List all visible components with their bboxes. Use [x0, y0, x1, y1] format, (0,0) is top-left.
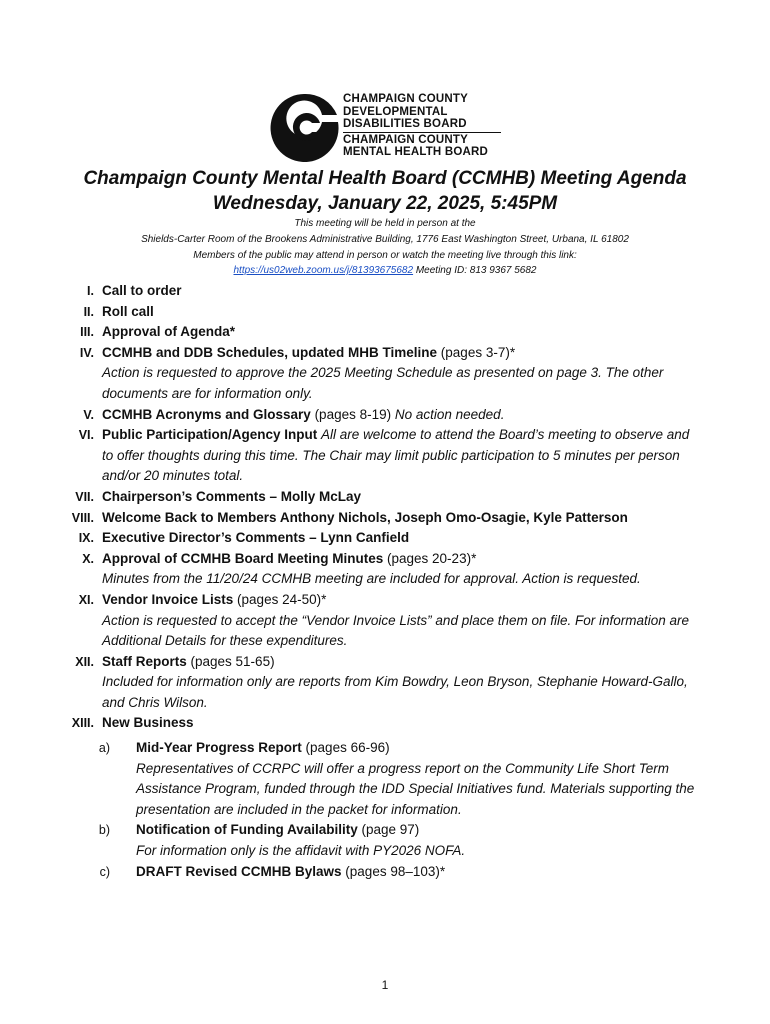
logo-line: MENTAL HEALTH BOARD [343, 146, 488, 159]
agenda-item-title: CCMHB Acronyms and Glossary [102, 406, 311, 422]
agenda-item [0, 487, 770, 508]
public-access-note: Members of the public may attend in person or watch the meeting live through this link: [193, 250, 577, 261]
agenda-item-body [102, 322, 692, 343]
sub-item-title: Notification of Funding Availability [136, 822, 358, 838]
sub-item-title: DRAFT Revised CCMHB Bylaws [136, 863, 342, 879]
sub-item-pages: (pages 98–103)* [341, 863, 446, 879]
agenda-item-title: Staff Reports [102, 653, 187, 669]
agenda-item-description: Minutes from the 11/20/24 CCMHB meeting are included for approval. Action is requested. [102, 571, 641, 587]
agenda-item-number: XIII. [71, 716, 94, 731]
logo-divider [343, 132, 501, 133]
zoom-link[interactable]: https://us02web.zoom.us/j/81393675682 [233, 265, 414, 276]
agenda-item-body [102, 425, 692, 487]
agenda-item-number: IX. [78, 531, 94, 546]
sub-item-title: Mid-Year Progress Report [136, 740, 302, 756]
logo-line: CHAMPAIGN COUNTY [343, 93, 469, 105]
sub-item-description: For information only is the affidavit with PY2026 NOFA. [136, 843, 466, 859]
sub-item-body [136, 820, 696, 861]
agenda-item-number: III. [80, 325, 94, 340]
agenda-item-number: VIII. [71, 510, 94, 525]
agenda-item [0, 713, 770, 734]
location-note: This meeting will be held in person at the [294, 218, 476, 229]
agenda-item-body [102, 508, 692, 529]
sub-item-description: Representatives of CCRPC will offer a progress report on the Community Life Short Term Assistance Program, funded through the IDD Special Initiatives fund. Materials supporting the presentation are included in the packet for information. [136, 760, 695, 817]
agenda-item-body [102, 487, 692, 508]
agenda-item-number: XII. [75, 654, 94, 669]
page-number: 1 [381, 978, 389, 992]
agenda-item-number: II. [83, 304, 94, 319]
agenda-item-note: All are welcome to attend the Board’s meeting to observe and to offer thoughts during this time. The Chair may limit public participation to 5 minutes per person and/or 20 minutes total. [102, 427, 690, 484]
sub-item-body [136, 738, 696, 820]
agenda-item [0, 508, 770, 529]
agenda-item-body [102, 528, 692, 549]
agenda-item-body [102, 302, 692, 323]
agenda-item-body [102, 405, 692, 426]
location-address: Shields-Carter Room of the Brookens Administrative Building, 1776 East Washington Street, Urbana, IL 61802 [141, 234, 629, 245]
agenda-item-title: CCMHB and DDB Schedules, updated MHB Timeline [102, 344, 438, 360]
meeting-id: Meeting ID: 813 9367 5682 [415, 265, 537, 276]
sub-item-pages: (pages 66-96) [301, 740, 390, 756]
agenda-item-title: Public Participation/Agency Input [102, 427, 318, 443]
agenda-item-body [102, 549, 692, 590]
new-business-item [0, 738, 770, 820]
agenda-item-title: Roll call [102, 303, 154, 319]
logo-wordmark [343, 93, 508, 159]
agenda-item-title: Approval of Agenda* [102, 324, 236, 340]
agenda-item-note: No action needed. [394, 406, 505, 422]
agenda-item [0, 302, 770, 323]
sub-item-letter: b) [98, 823, 110, 838]
agenda-item-pages: (pages 51-65) [186, 653, 275, 669]
meeting-date: Wednesday, January 22, 2025, 5:45PM [212, 193, 558, 214]
agenda-item-number: VI. [78, 428, 94, 443]
sub-item-letter: c) [99, 864, 110, 879]
agenda-item [0, 281, 770, 302]
agenda-item [0, 528, 770, 549]
agenda-item [0, 590, 770, 652]
agenda-item-number: X. [82, 551, 94, 566]
agenda-list [0, 281, 770, 882]
agenda-item-title: Chairperson’s Comments – Molly McLay [102, 488, 362, 504]
agenda-item [0, 425, 770, 487]
agenda-item-title: Executive Director’s Comments – Lynn Canfield [102, 530, 410, 546]
agenda-item-description: Action is requested to approve the 2025 Meeting Schedule as presented on page 3. The other documents are for information only. [102, 365, 664, 401]
agenda-item-body [102, 713, 692, 734]
agenda-item-title: Welcome Back to Members Anthony Nichols, Joseph Omo-Osagie, Kyle Patterson [102, 509, 628, 525]
sub-item-pages: (page 97) [357, 822, 420, 838]
agenda-item-title: New Business [102, 715, 194, 731]
agenda-item [0, 343, 770, 405]
sub-item-letter: a) [98, 741, 110, 756]
agenda-item [0, 549, 770, 590]
sub-item-body [136, 862, 696, 883]
agenda-item-pages: (pages 20-23)* [383, 550, 477, 566]
agenda-item-title: Call to order [102, 283, 182, 298]
agenda-item-pages: (pages 24-50)* [233, 591, 327, 607]
logo-line: DISABILITIES BOARD [343, 118, 467, 131]
agenda-item-description: Included for information only are reports from Kim Bowdry, Leon Bryson, Stephanie Howard-Gallo, and Chris Wilson. [102, 674, 688, 710]
zoom-line [0, 265, 770, 276]
agenda-item-number: I. [87, 284, 94, 298]
agenda-item-number: VII. [75, 489, 94, 504]
page-title: Champaign County Mental Health Board (CCMHB) Meeting Agenda [83, 168, 687, 189]
logo-line: DEVELOPMENTAL [343, 105, 448, 118]
board-logo [268, 92, 508, 164]
agenda-item-number: IV. [79, 345, 94, 360]
agenda-item-body [102, 652, 692, 714]
logo-line: CHAMPAIGN COUNTY [343, 133, 469, 146]
agenda-item-body [102, 343, 692, 405]
cc-logo-mark-icon [268, 92, 340, 164]
agenda-item-title: Vendor Invoice Lists [102, 591, 234, 607]
agenda-item [0, 405, 770, 426]
agenda-item-body [102, 590, 692, 652]
agenda-item-description: Action is requested to accept the “Vendor Invoice Lists” and place them on file. For information are Additional Details for these expenditures. [102, 612, 690, 649]
agenda-item [0, 322, 770, 343]
agenda-item-number: XI. [78, 592, 94, 607]
new-business-item [0, 820, 770, 861]
agenda-item-pages: (pages 8-19) [310, 406, 395, 422]
agenda-item-title: Approval of CCMHB Board Meeting Minutes [102, 550, 384, 566]
agenda-item-body [102, 281, 692, 302]
agenda-item-number: V. [83, 407, 94, 422]
agenda-item [0, 652, 770, 714]
new-business-item [0, 862, 770, 883]
agenda-item-pages: (pages 3-7)* [437, 344, 516, 360]
